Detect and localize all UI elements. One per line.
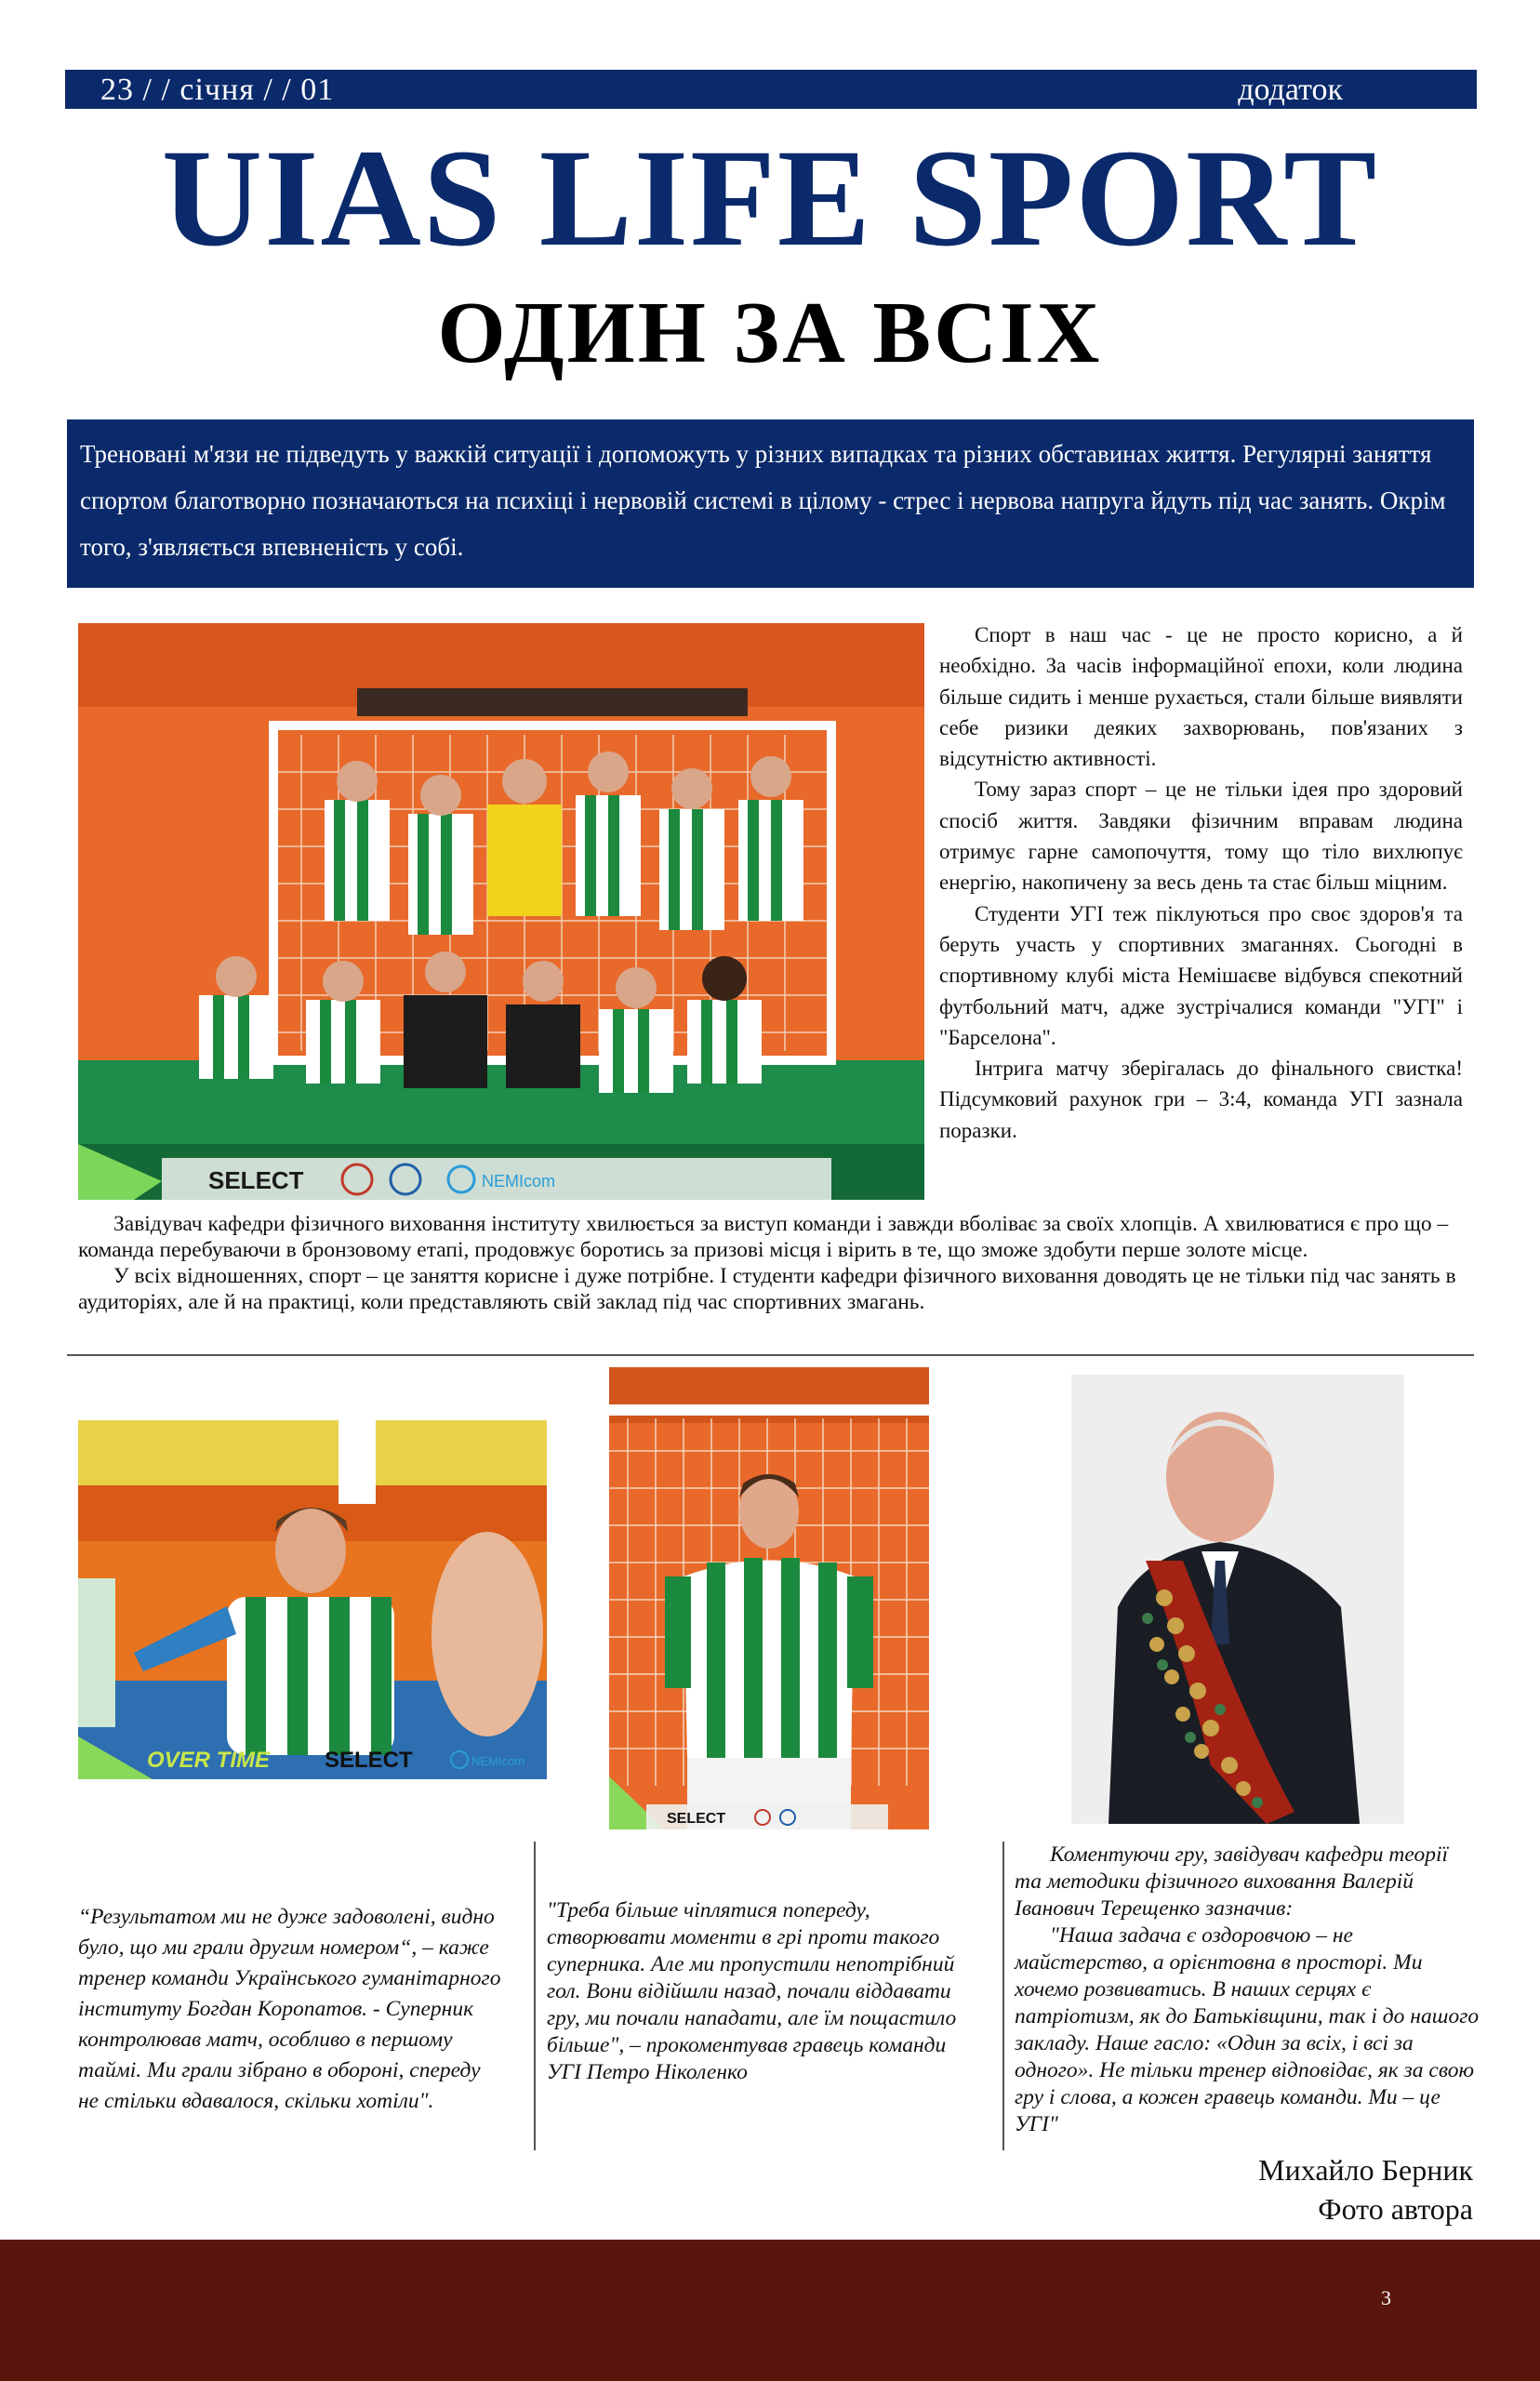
body-paragraph: Завідувач кафедри фізичного виховання інституту хвилюється за виступ команди і завжди вболіває за своїх хлопців. А хвилюватися є про що – команда перебуваючи в бронзовому етапі, продовжує боротись за призові місця і вірить в те, що зможе здобути перше золоте місце. <box>78 1212 1449 1262</box>
column-paragraph: Тому зараз спорт – це не тільки ідея про здоровий спосіб життя. Завдяки фізичним вправам людина отримує гарне самопочуття, тому що тіло вихлюпує енергію, накопичену за весь день та стає більш міцним. <box>939 778 1463 895</box>
author-name: Михайло Берник <box>1258 2153 1473 2187</box>
player-photo <box>609 1367 929 1829</box>
body-paragraph: У всіх відношеннях, спорт – це заняття корисне і дуже потрібне. І студенти кафедри фізичного виховання доводять це не тільки під час занять в аудиторіях, але й на практиці, коли представляють свій заклад під час спортивних змагань. <box>78 1264 1456 1314</box>
sponsor-nemicom-text: NEMIcom <box>482 1172 556 1190</box>
article-column <box>939 619 1463 1146</box>
column-divider <box>1002 1842 1004 2150</box>
coach-quote: “Результатом ми не дуже задоволені, видно було, що ми грали другим номером“, – каже тренер команди Українського гуманітарного інституту Богдан Коропатов. - Суперник контролював матч, особливо в першому таймі. Ми грали зібрано в обороні, спереду не стільки вдавалося, скільки хотіли". <box>78 1905 501 2113</box>
quote-text: "Наша задача є оздоровчою – не майстерство, а орієнтовна в просторі. Ми хочемо розвиватись. В наших серцях є патріотизм, як до Батьківщини, так і до нашого закладу. Наше гасло: «Один за всіх, і всі за одного». Не тільки тренер відповідає, як за свою гру і слова, а кожен гравець команди. Ми – це УГІ" <box>1015 1923 1480 2136</box>
head-of-department-quote <box>1015 1842 1480 2138</box>
sponsor-nemicom-text: NEMIcom <box>471 1754 525 1768</box>
page-footer <box>0 2240 1540 2381</box>
article-headline: ОДИН ЗА ВСІХ <box>437 285 1103 381</box>
player-quote: "Треба більше чіплятися попереду, створювати моменти в грі проти такого суперника. Але ми пропустили непотрібний гол. Вони відійшли назад, почали віддавати гру, ми почали нападати, але їм пощастило більше", – прокоментував гравець команди УГІ Петро Ніколенко <box>547 1898 957 2084</box>
issue-date: 23 / / січня / / 01 <box>100 73 335 107</box>
author-credit <box>1258 2150 1473 2228</box>
overtime-text: OVER TIME <box>147 1748 271 1773</box>
column-paragraph: Інтрига матчу зберігалась до фінального свистка! Підсумковий рахунок гри – 3:4, команда УГІ зазнала поразки. <box>939 1057 1463 1142</box>
column-divider <box>534 1842 536 2150</box>
sponsor-select-text: SELECT <box>325 1748 413 1773</box>
team-photo <box>78 623 924 1200</box>
column-paragraph: Студенти УГІ теж піклуються про своє здоров'я та беруть участь у спортивних змаганнях. Сьогодні в спортивному клубі міста Немішаєве відбувся спекотний футбольний матч, адже зустрічалися команди "УГІ" і "Барселона". <box>939 901 1463 1049</box>
quote-intro: Коментуючи гру, завідувач кафедри теорії та методики фізичного виховання Валерій Іванович Терещенко зазначив: <box>1015 1842 1449 1921</box>
photo-credit: Фото автора <box>1318 2192 1473 2226</box>
sponsor-select-text: SELECT <box>667 1811 726 1827</box>
lead-paragraph: Треновані м'язи не підведуть у важкій ситуації і допоможуть у різних випадках та різних обставинах життя. Регулярні заняття спортом благотворно позначаються на психіці і нервовій системі в цілому - стрес і нервова напруга йдуть під час занять. Окрім того, з'являється впевненість у собі. <box>67 419 1474 588</box>
section-divider <box>67 1354 1474 1356</box>
article-body <box>78 1211 1473 1315</box>
header-bar <box>65 70 1477 109</box>
masthead-title: UIAS LIFE SPORT <box>161 121 1379 275</box>
column-paragraph: Спорт в наш час - це не просто корисно, а й необхідно. За часів інформаційної епохи, коли людина більше сидить і менше рухається, стали більше виявляти себе ризики деяких захворювань, пов'язаних з відсутністю активності. <box>939 623 1463 771</box>
page-number: 3 <box>1381 2286 1391 2309</box>
supplement-label: додаток <box>1238 73 1343 107</box>
sponsor-select-text: SELECT <box>208 1166 304 1194</box>
portrait-photo <box>1071 1375 1404 1824</box>
coach-photo <box>78 1420 547 1779</box>
